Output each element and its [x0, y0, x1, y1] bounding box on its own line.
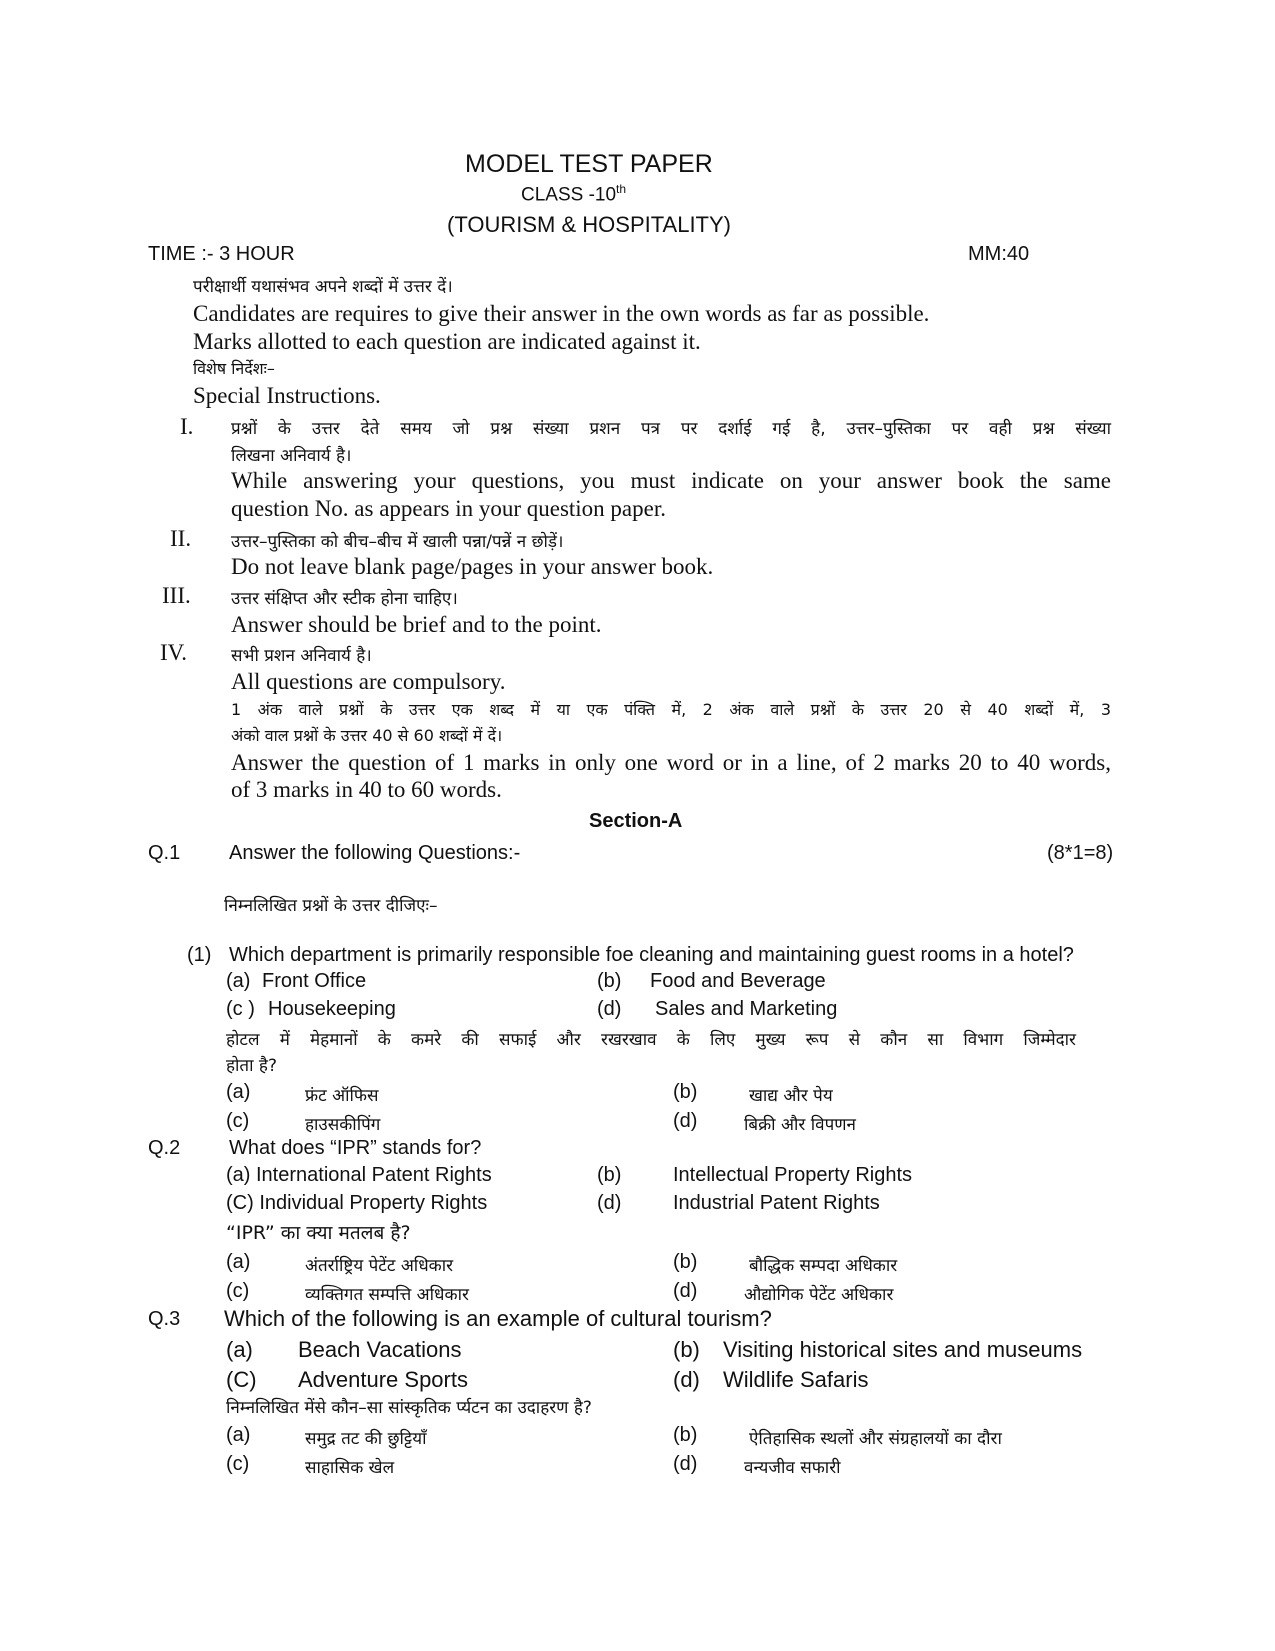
option-text-hindi: हाउसकीपिंग: [305, 1115, 381, 1135]
subject-title: (TOURISM & HOSPITALITY): [447, 212, 731, 237]
instruction-hindi-1: परीक्षार्थी यथासंभव अपने शब्दों में उत्तर दें।: [193, 277, 453, 297]
option-text: Intellectual Property Rights: [673, 1164, 913, 1186]
option-label: (b): [597, 970, 622, 992]
instruction-number: III.: [162, 583, 191, 608]
instruction-hindi-line: सभी प्रशन अनिवार्य है।: [231, 646, 372, 666]
instruction-hindi-line: 1 अंक वाले प्रश्नों के उत्तर एक शब्द में या एक पंक्ति में, 2 अंक वाले प्रश्नों के उत्तर 20 से 40 शब्दों में, 3: [231, 700, 1111, 719]
paper-title: MODEL TEST PAPER: [465, 150, 713, 178]
option-text-hindi: अंतर्राष्ट्रिय पेटेंट अधिकार: [305, 1256, 454, 1276]
option-text-hindi: वन्यजीव सफारी: [744, 1458, 841, 1478]
instruction-hindi-line: उत्तर संक्षिप्त और स्टीक होना चाहिए।: [231, 589, 458, 609]
class-label: [521, 182, 626, 206]
special-instructions-hindi: विशेष निर्देशः–: [193, 359, 275, 378]
option-label: (b): [673, 1337, 700, 1362]
instruction-english-1: Candidates are requires to give their answer in the own words as far as possible.: [193, 301, 930, 326]
special-instructions-heading: Special Instructions.: [193, 383, 381, 408]
question-text: Which of the following is an example of cultural tourism?: [224, 1306, 772, 1331]
option-text-hindi: साहासिक खेल: [305, 1458, 395, 1478]
option-text: Front Office: [262, 970, 367, 992]
option-label: (b): [673, 1081, 698, 1103]
option-label: (c): [226, 1110, 250, 1132]
subquestion-number: (1): [187, 944, 212, 966]
instruction-english-line: question No. as appears in your question paper.: [231, 496, 666, 521]
question-marks: (8*1=8): [1047, 842, 1114, 864]
option-label: (b): [673, 1424, 698, 1446]
option-label: (d): [673, 1453, 698, 1475]
option-label: (b): [673, 1251, 698, 1273]
option-text-hindi: बिक्री और विपणन: [744, 1115, 856, 1135]
question-number: Q.3: [148, 1308, 181, 1330]
option-text: Industrial Patent Rights: [673, 1192, 880, 1214]
time-label: TIME :- 3 HOUR: [148, 243, 295, 265]
instruction-hindi-line: अंको वाल प्रश्नों के उत्तर 40 से 60 शब्दों में दें।: [231, 726, 503, 745]
option-text-hindi: ऐतिहासिक स्थलों और संग्रहालयों का दौरा: [749, 1429, 1002, 1449]
option-label: (d): [597, 998, 622, 1020]
question-text-hindi: निम्नलिखित मेंसे कौन–सा सांस्कृतिक र्प्यटन का उदाहरण है?: [226, 1398, 592, 1418]
option-label: (C): [226, 1367, 257, 1392]
option-label: (a): [226, 1251, 251, 1273]
option-text: Food and Beverage: [650, 970, 826, 992]
option-text: Visiting historical sites and museums: [723, 1337, 1083, 1362]
instruction-hindi-line: प्रश्नों के उत्तर देते समय जो प्रश्न संख्या प्रशन पत्र पर दर्शाई गई है, उत्तर–पुस्तिका पर वही प्रश्न संख्या: [231, 419, 1111, 439]
instruction-english-line: All questions are compulsory.: [231, 669, 506, 694]
option-label: (d): [597, 1192, 622, 1214]
option-text-hindi: औद्योगिक पेटेंट अधिकार: [744, 1285, 894, 1305]
subquestion-text-hindi: होटल में मेहमानों के कमरे की सफाई और रखरखाव के लिए मुख्य रूप से कौन सा विभाग जिम्मेदार: [226, 1030, 1076, 1050]
instruction-number: II.: [170, 526, 192, 551]
instruction-english-line: Answer should be brief and to the point.: [231, 612, 602, 637]
section-heading: Section-A: [589, 810, 683, 832]
option-text: Wildlife Safaris: [723, 1367, 869, 1392]
class-suffix: th: [616, 182, 627, 196]
option-label: (c): [226, 1280, 250, 1302]
option-text-hindi: फ्रंट ऑफिस: [305, 1086, 379, 1106]
option-text: Beach Vacations: [298, 1337, 462, 1362]
question-text: Answer the following Questions:-: [229, 842, 521, 864]
instruction-number: IV.: [160, 640, 188, 665]
question-text-hindi: निम्नलिखित प्रश्नों के उत्तर दीजिएः–: [224, 896, 438, 916]
option-label: (d): [673, 1280, 698, 1302]
instruction-english-line: Answer the question of 1 marks in only one word or in a line, of 2 marks 20 to 40 words,: [231, 750, 1111, 775]
option-text-hindi: खाद्य और पेय: [749, 1086, 833, 1106]
class-text: CLASS -10: [521, 184, 617, 206]
instruction-english-line: of 3 marks in 40 to 60 words.: [231, 777, 502, 802]
option-label: (c ): [226, 998, 255, 1020]
option-label: (a): [226, 1424, 251, 1446]
option-text: Sales and Marketing: [655, 998, 838, 1020]
instruction-number: I.: [180, 414, 194, 439]
subquestion-text: Which department is primarily responsible foe cleaning and maintaining guest rooms in a hotel?: [229, 944, 1074, 966]
question-text-hindi: “IPR” का क्या मतलब है?: [226, 1222, 411, 1244]
instruction-english-line: Do not leave blank page/pages in your answer book.: [231, 554, 714, 579]
option-text: (C) Individual Property Rights: [226, 1192, 488, 1214]
option-text-hindi: समुद्र तट की छुट्टियाँ: [305, 1429, 427, 1449]
option-label: (a): [226, 1081, 251, 1103]
option-text: (a) International Patent Rights: [226, 1164, 492, 1186]
option-label: (c): [226, 1453, 250, 1475]
subquestion-text-hindi: होता है?: [226, 1056, 277, 1076]
option-label: (a): [226, 970, 251, 992]
option-label: (a): [226, 1337, 253, 1362]
option-text-hindi: बौद्धिक सम्पदा अधिकार: [749, 1256, 898, 1276]
instruction-hindi-line: उत्तर–पुस्तिका को बीच–बीच में खाली पन्ना/पन्नें न छोड़ें।: [231, 532, 564, 552]
option-text-hindi: व्यक्तिगत सम्पत्ति अधिकार: [305, 1285, 469, 1305]
option-label: (d): [673, 1367, 700, 1392]
question-number: Q.1: [148, 842, 181, 864]
instruction-english-line: While answering your questions, you must indicate on your answer book the same: [231, 468, 1111, 493]
question-number: Q.2: [148, 1137, 181, 1159]
option-label: (d): [673, 1110, 698, 1132]
instruction-english-2: Marks allotted to each question are indicated against it.: [193, 329, 701, 354]
option-label: (b): [597, 1164, 622, 1186]
max-marks: MM:40: [968, 243, 1030, 265]
instruction-hindi-line: लिखना अनिवार्य है।: [231, 446, 352, 466]
option-text: Housekeeping: [268, 998, 396, 1020]
option-text: Adventure Sports: [298, 1367, 468, 1392]
question-text: What does “IPR” stands for?: [229, 1137, 482, 1159]
